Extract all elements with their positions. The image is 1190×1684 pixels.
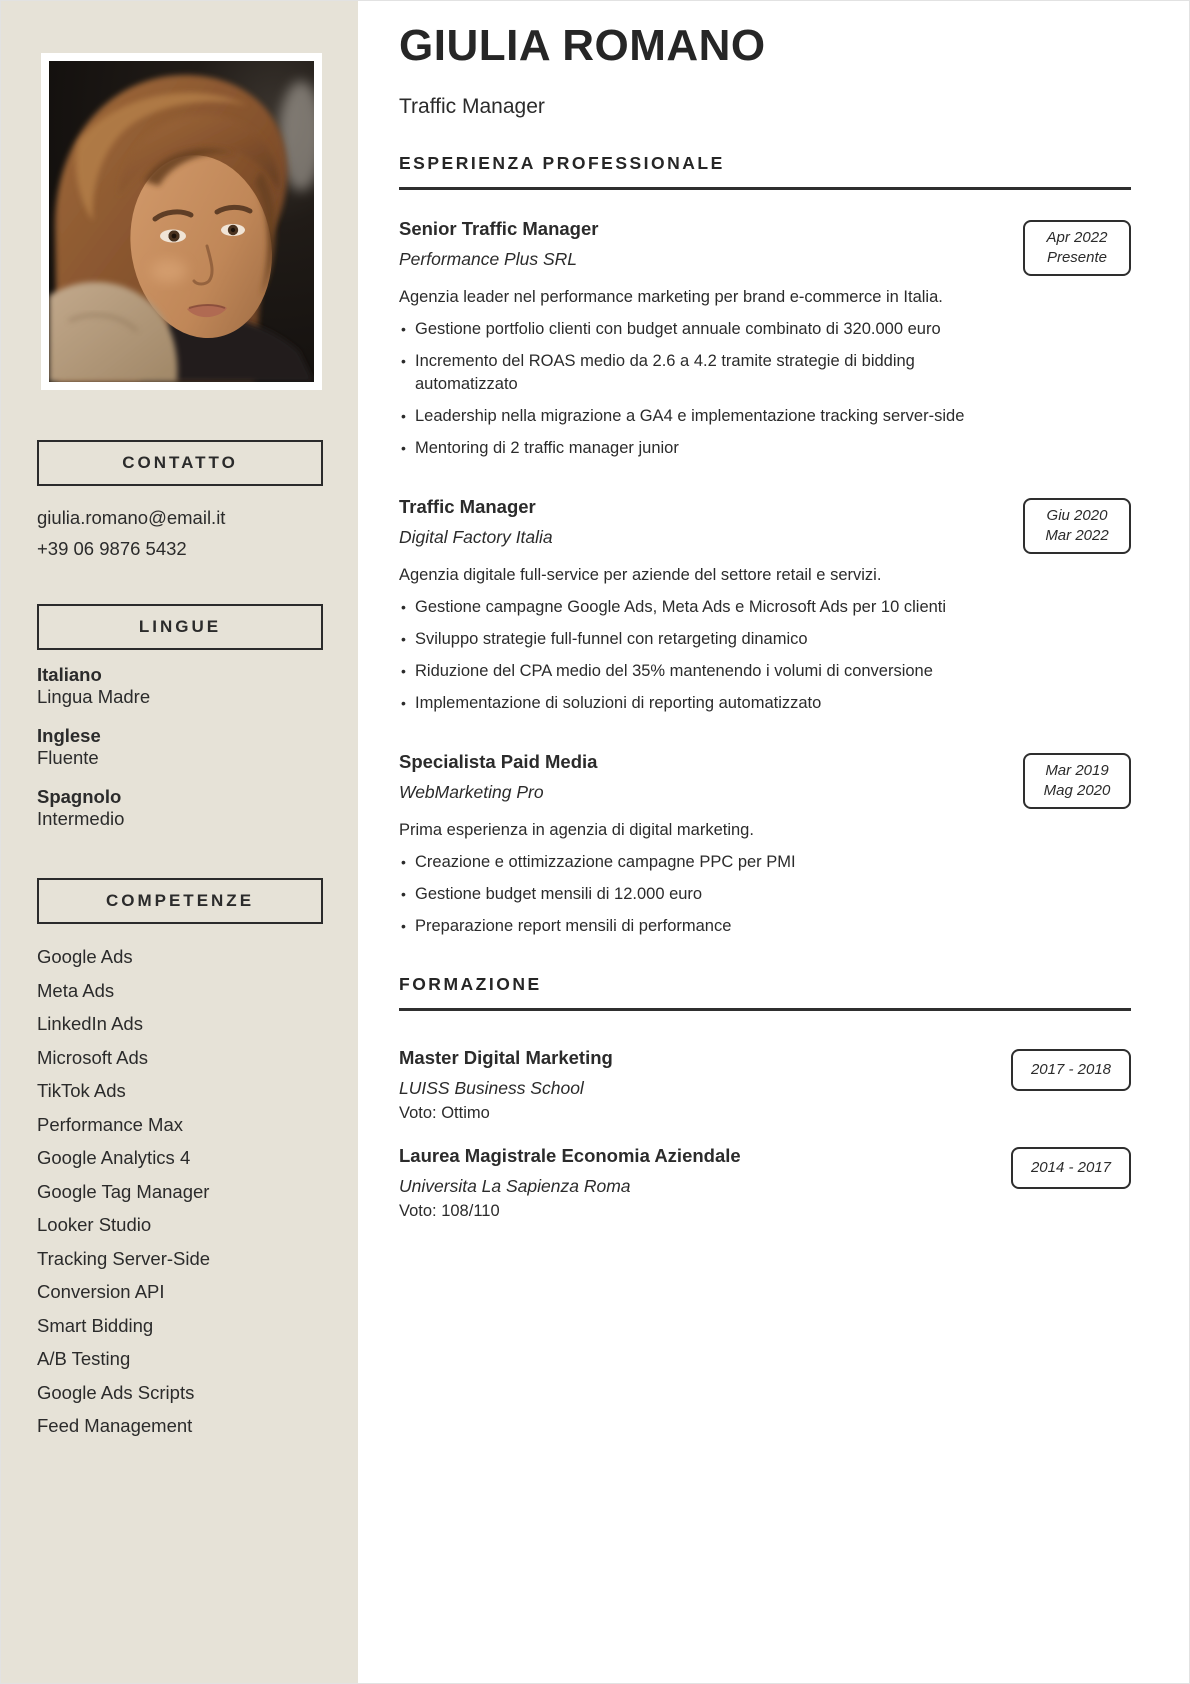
- languages-heading: [37, 604, 323, 650]
- language-name: Spagnolo: [37, 786, 122, 807]
- skill-item: Conversion API: [37, 1281, 165, 1302]
- experience-entry-header: [399, 496, 1131, 554]
- job-summary: Agenzia leader nel performance marketing per brand e-commerce in Italia.: [399, 288, 943, 307]
- experience-section: [399, 218, 1131, 938]
- skill-item: LinkedIn Ads: [37, 1013, 143, 1034]
- skill-item: A/B Testing: [37, 1348, 131, 1369]
- job-bullet: • Riduzione del CPA medio del 35% mantenendo i volumi di conversione: [399, 660, 985, 683]
- job-bullet: • Preparazione report mensili di performance: [399, 915, 985, 938]
- experience-entry: [399, 496, 1131, 715]
- education-period: 2017 - 2018: [1030, 1061, 1112, 1079]
- candidate-name: GIULIA ROMANO: [399, 21, 766, 70]
- skill-item: Smart Bidding: [37, 1314, 154, 1336]
- profile-photo: [49, 61, 314, 382]
- education-section: [399, 1047, 1131, 1221]
- experience-entry-left: [399, 218, 598, 270]
- skill-item: Microsoft Ads: [37, 1046, 149, 1068]
- job-period-start: Mar 2019: [1045, 762, 1109, 780]
- education-degree: Laurea Magistrale Economia Aziendale: [399, 1145, 741, 1167]
- education-grade: Voto: 108/110: [399, 1202, 500, 1221]
- job-summary: Agenzia digitale full-service per aziende del settore retail e servizi.: [399, 566, 882, 585]
- job-bullet: • Incremento del ROAS medio da 2.6 a 4.2 tramite strategie di bidding automatizzato: [399, 350, 985, 396]
- main-content: [358, 1, 1189, 1683]
- job-bullet: • Gestione portfolio clienti con budget annuale combinato di 320.000 euro: [399, 318, 985, 341]
- education-school: Universita La Sapienza Roma: [399, 1176, 631, 1197]
- job-bullet: • Gestione campagne Google Ads, Meta Ads e Microsoft Ads per 10 clienti: [399, 596, 985, 619]
- job-role: Specialista Paid Media: [399, 751, 598, 773]
- language-item: [37, 725, 358, 769]
- skill-item: Performance Max: [37, 1113, 183, 1135]
- job-bullet: • Mentoring di 2 traffic manager junior: [399, 437, 985, 460]
- language-level: Fluente: [37, 747, 99, 768]
- skills-heading-label: COMPETENZE: [105, 891, 255, 910]
- education-grade: Voto: Ottimo: [399, 1104, 490, 1123]
- job-period-end: Presente: [1046, 249, 1108, 267]
- languages-list: [37, 664, 358, 830]
- education-entry-left: [399, 1047, 613, 1123]
- education-entry-header: [399, 1145, 1131, 1221]
- job-bullet: • Implementazione di soluzioni di reporting automatizzato: [399, 692, 985, 715]
- education-degree: Master Digital Marketing: [399, 1047, 613, 1069]
- experience-entry-left: [399, 496, 553, 548]
- job-period-end: Mar 2022: [1045, 527, 1109, 545]
- education-entry: [399, 1145, 1131, 1221]
- contact-phone: +39 06 9876 5432: [37, 538, 187, 559]
- job-company: WebMarketing Pro: [399, 782, 544, 803]
- sidebar: [1, 1, 358, 1683]
- job-role: Traffic Manager: [399, 496, 536, 518]
- skill-item: Google Analytics 4: [37, 1147, 191, 1168]
- language-item: [37, 786, 358, 830]
- language-level: Intermedio: [37, 808, 125, 829]
- job-period-end: Mag 2020: [1043, 782, 1111, 800]
- language-level: Lingua Madre: [37, 686, 151, 707]
- experience-entry-left: [399, 751, 597, 803]
- job-company: Digital Factory Italia: [399, 527, 553, 548]
- skill-item: Meta Ads: [37, 979, 115, 1001]
- education-period-badge: [1011, 1147, 1131, 1189]
- job-period-start: Giu 2020: [1046, 507, 1108, 525]
- experience-entry-header: [399, 751, 1131, 809]
- contact-heading: [37, 440, 323, 486]
- job-period-start: Apr 2022: [1046, 229, 1108, 247]
- job-summary: Prima esperienza in agenzia di digital marketing.: [399, 821, 754, 840]
- skill-item: Google Ads Scripts: [37, 1381, 195, 1403]
- education-entry-header: [399, 1047, 1131, 1123]
- experience-section-heading: ESPERIENZA PROFESSIONALE: [399, 153, 1131, 190]
- profile-photo-frame: [41, 53, 322, 390]
- job-bullet: • Sviluppo strategie full-funnel con retargeting dinamico: [399, 628, 985, 651]
- education-section-heading: FORMAZIONE: [399, 974, 1131, 1011]
- education-entry-left: [399, 1145, 741, 1221]
- education-school: LUISS Business School: [399, 1078, 584, 1099]
- skill-item: Tracking Server-Side: [37, 1247, 211, 1269]
- job-role: Senior Traffic Manager: [399, 218, 599, 240]
- language-name: Italiano: [37, 664, 102, 685]
- job-bullet: • Gestione budget mensili di 12.000 euro: [399, 883, 985, 906]
- experience-entry: [399, 751, 1131, 938]
- skills-heading: [37, 878, 323, 924]
- skill-item: Feed Management: [37, 1415, 193, 1436]
- education-entry: [399, 1047, 1131, 1123]
- job-company: Performance Plus SRL: [399, 249, 577, 270]
- job-bullet: • Creazione e ottimizzazione campagne PPC per PMI: [399, 851, 985, 874]
- experience-entry: [399, 218, 1131, 460]
- education-period-badge: [1011, 1049, 1131, 1091]
- skill-item: Google Tag Manager: [37, 1180, 210, 1202]
- job-period-badge: [1023, 753, 1131, 809]
- contact-email: giulia.romano@email.it: [37, 507, 226, 528]
- experience-entry-header: [399, 218, 1131, 276]
- job-period-badge: [1023, 220, 1131, 276]
- skill-item: Google Ads: [37, 946, 133, 967]
- education-period: 2014 - 2017: [1030, 1159, 1112, 1177]
- language-item: [37, 664, 358, 708]
- language-name: Inglese: [37, 725, 101, 746]
- job-period-badge: [1023, 498, 1131, 554]
- contact-heading-label: CONTATTO: [122, 453, 238, 472]
- job-bullets: [399, 851, 1131, 938]
- job-bullet: • Leadership nella migrazione a GA4 e implementazione tracking server-side: [399, 405, 985, 428]
- job-bullets: [399, 318, 1131, 460]
- skills-list: [37, 940, 358, 1443]
- job-bullets: [399, 596, 1131, 715]
- skill-item: Looker Studio: [37, 1214, 152, 1235]
- contact-info: [37, 502, 358, 564]
- skill-item: TikTok Ads: [37, 1080, 126, 1101]
- languages-heading-label: LINGUE: [138, 617, 222, 636]
- candidate-title: Traffic Manager: [399, 95, 545, 119]
